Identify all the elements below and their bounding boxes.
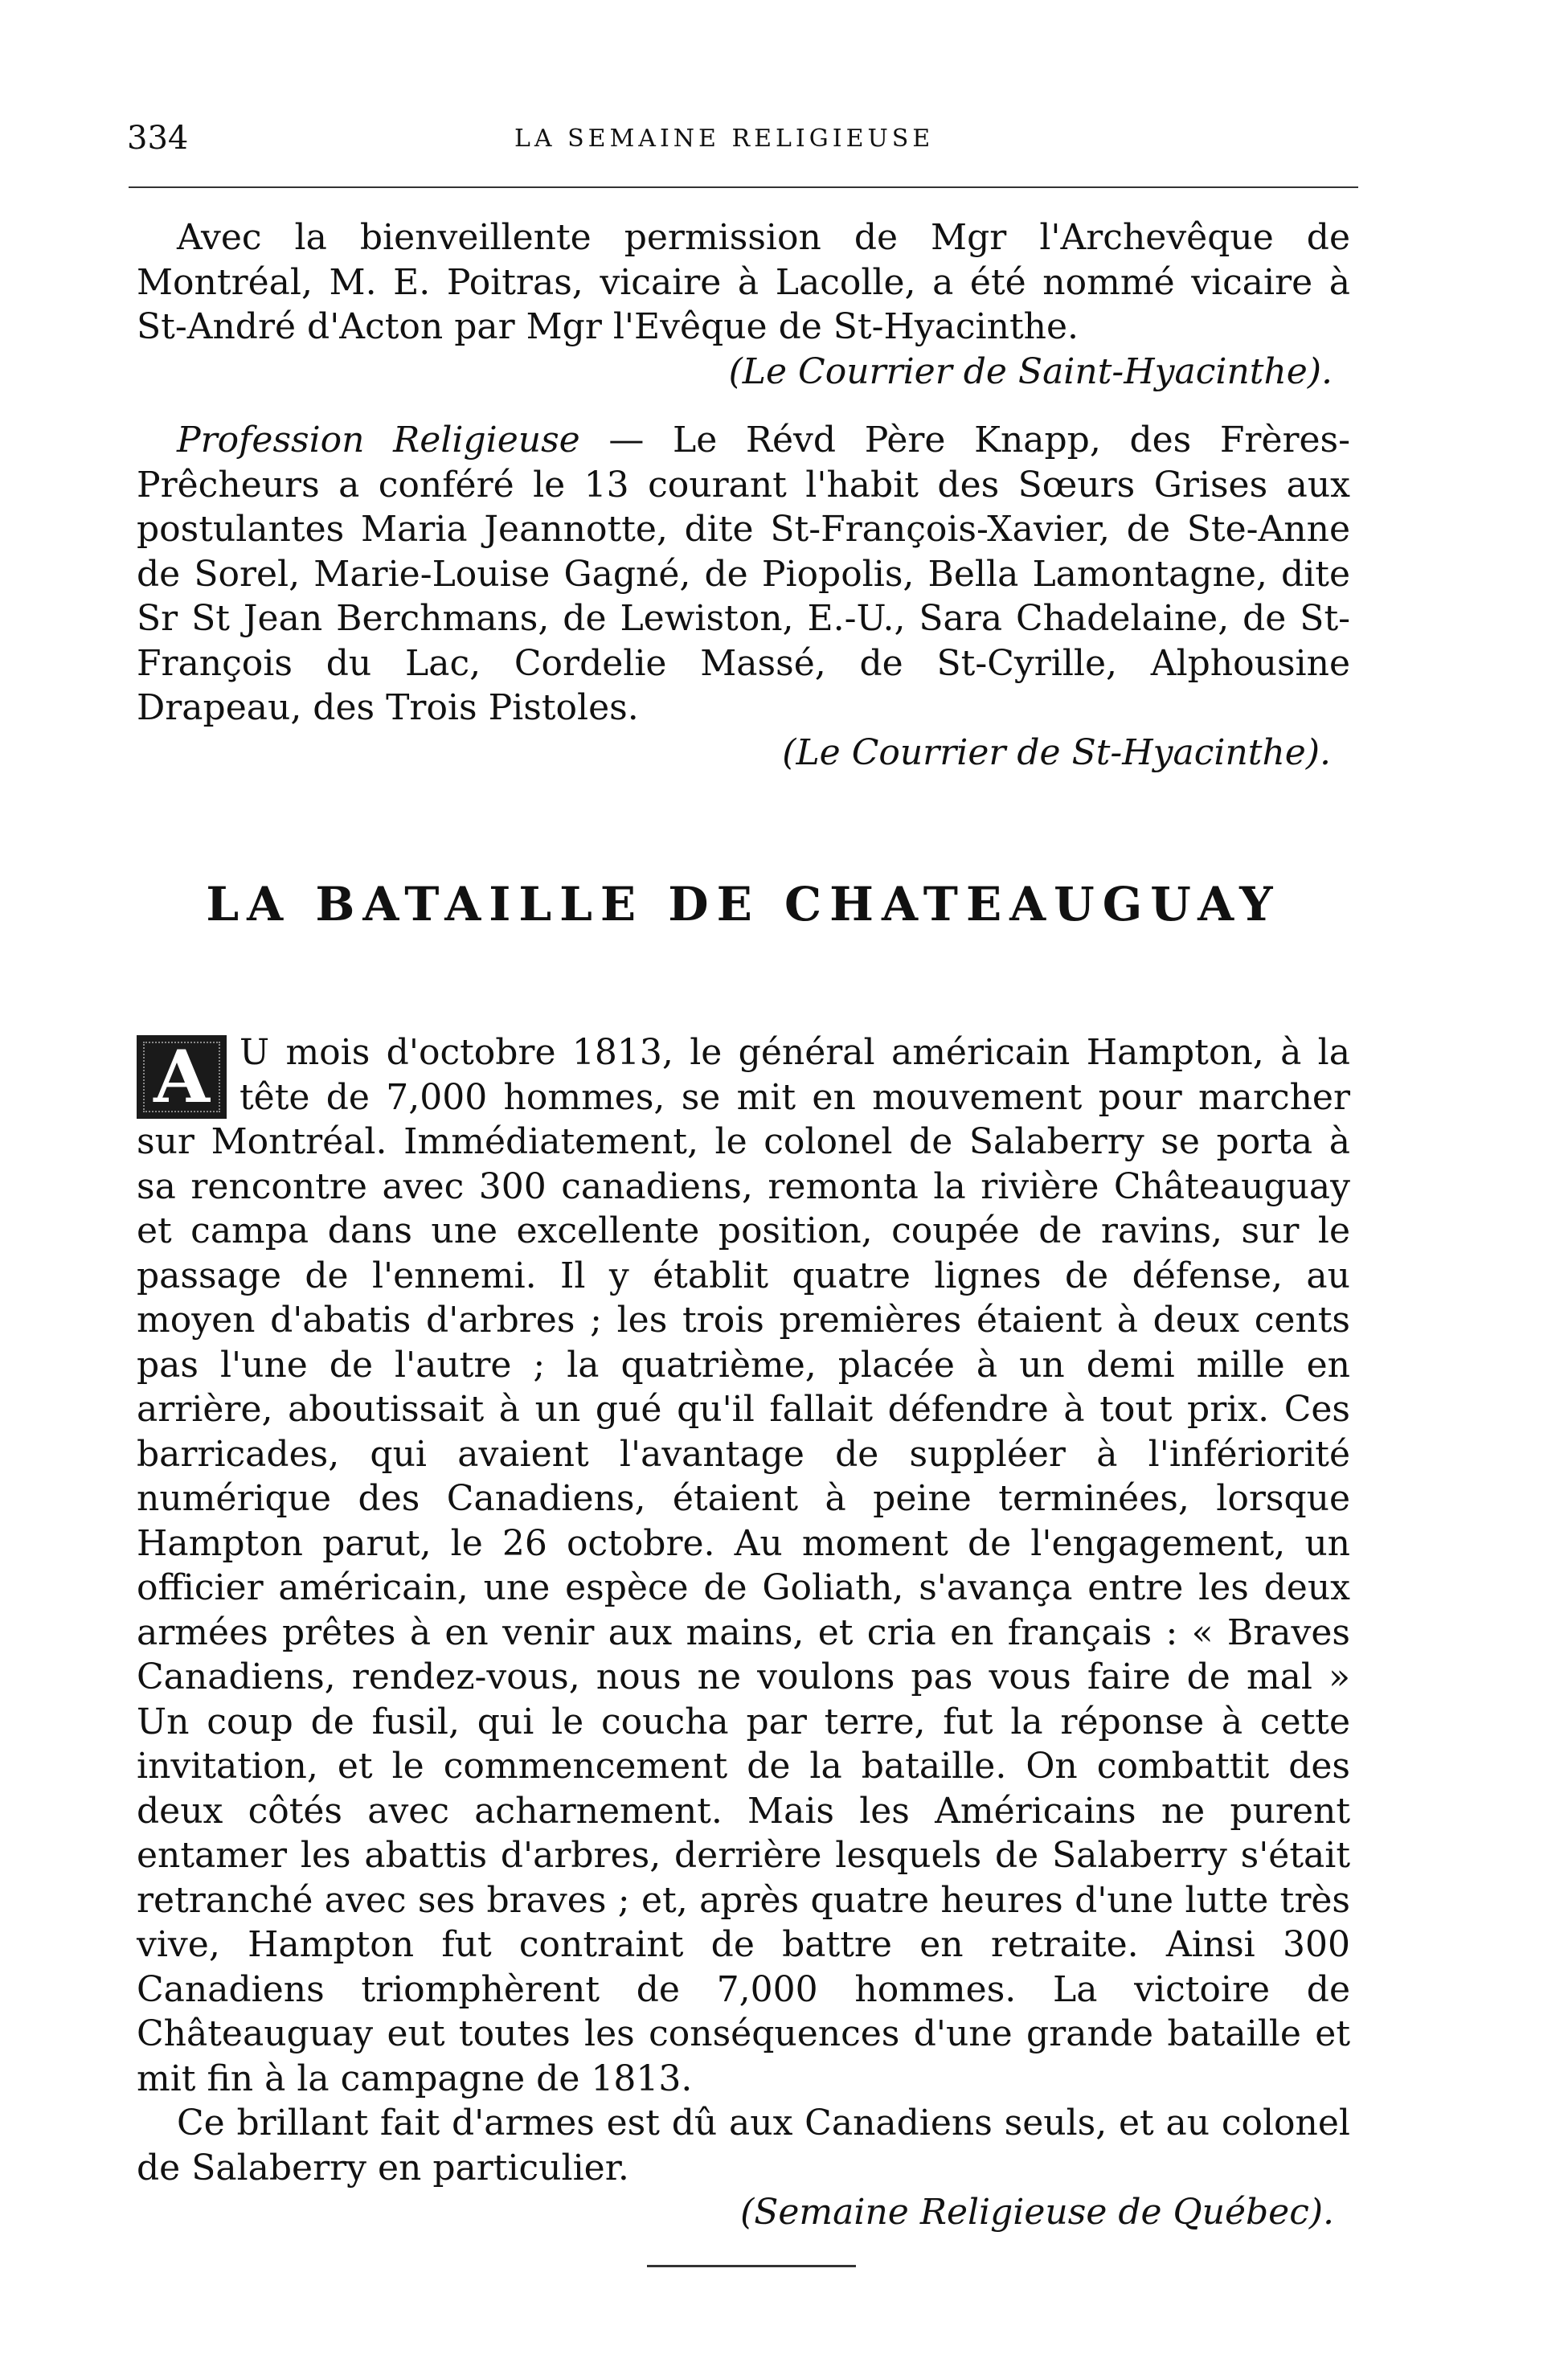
running-header: LA SEMAINE RELIGIEUSE [514, 125, 935, 153]
news-item-body: — Le Révd Père Knapp, des Frères-Prêcheurs a conféré le 13 courant l'habit des Sœurs Grises aux postulantes Maria Jeannotte, dite St-François-Xavier, de Ste-Anne de Sorel, Marie-Louise Gagné, de Piopolis, Bella Lamontagne, dite Sr St Jean Berchmans, de Lewiston, E.-U., Sara Chadelaine, de St-François du Lac, Cordelie Massé, de St-Cyrille, Alphousine Drapeau, des Trois Pistoles. [137, 420, 1351, 728]
news-item-profession [137, 418, 1350, 731]
news-item-source: (Le Courrier de Saint-Hyacinthe). [728, 350, 1333, 392]
article-title: LA BATAILLE DE CHATEAUGUAY [206, 877, 1281, 932]
news-item-lead: Profession Religieuse [177, 420, 580, 461]
article-paragraph-text: U mois d'octobre 1813, le général américain Hampton, à la tête de 7,000 hommes, se mit en mouvement pour marcher sur Montréal. Immédiatement, le colonel de Salaberry se porta à sa rencontre avec 300 canadiens, remonta la rivière Châteauguay et campa dans une excellente position, coupée de ravins, sur le passage de l'ennemi. Il y établit quatre lignes de défense, au moyen d'abatis d'arbres ; les trois premières étaient à deux cents pas l'une de l'autre ; la quatrième, placée à un demi mille en arrière, aboutissait à un gué qu'il fallait défendre à tout prix. Ces barricades, qui avaient l'avantage de suppléer à l'infériorité numérique des Canadiens, étaient à peine terminées, lorsque Hampton parut, le 26 octobre. Au moment de l'engagement, un officier américain, une espèce de Goliath, s'avança entre les deux armées prêtes à en venir aux mains, et cria en français : « Braves Canadiens, rendez-vous, nous ne voulons pas vous faire de mal » Un coup de fusil, qui le coucha par terre, fut la réponse à cette invitation, et le commencement de la bataille. On combattit des deux côtés avec acharnement. Mais les Américains ne purent entamer les abattis d'arbres, derrière lesquels de Salaberry s'était retranché avec ses braves ; et, après quatre heures d'une lutte très vive, Hampton fut contraint de battre en retraite. Ainsi 300 Canadiens triomphèrent de 7,000 hommes. La victoire de Châteauguay eut toutes les conséquences d'une grande bataille et mit fin à la campagne de 1813. [137, 1032, 1350, 2099]
news-item-source: (Le Courrier de St-Hyacinthe). [782, 731, 1331, 773]
article-source: (Semaine Religieuse de Québec). [740, 2192, 1334, 2233]
spacer [137, 394, 1350, 418]
page-body [137, 215, 1350, 2235]
article-paragraph [137, 1030, 1350, 2101]
header-rule [129, 186, 1358, 188]
footer-rule [647, 2265, 856, 2267]
news-item-appointment: Avec la bienveillente permission de Mgr l'Archevêque de Montréal, M. E. Poitras, vicaire à Lacolle, a été nommé vicaire à St-André d'Acton par Mgr l'Evêque de St-Hyacinthe. [137, 217, 1350, 347]
page-number: 334 [127, 120, 189, 157]
article-paragraph: Ce brillant fait d'armes est dû aux Canadiens seuls, et au colonel de Salaberry en particulier. [137, 2103, 1350, 2189]
drop-cap-initial: A [137, 1035, 227, 1119]
